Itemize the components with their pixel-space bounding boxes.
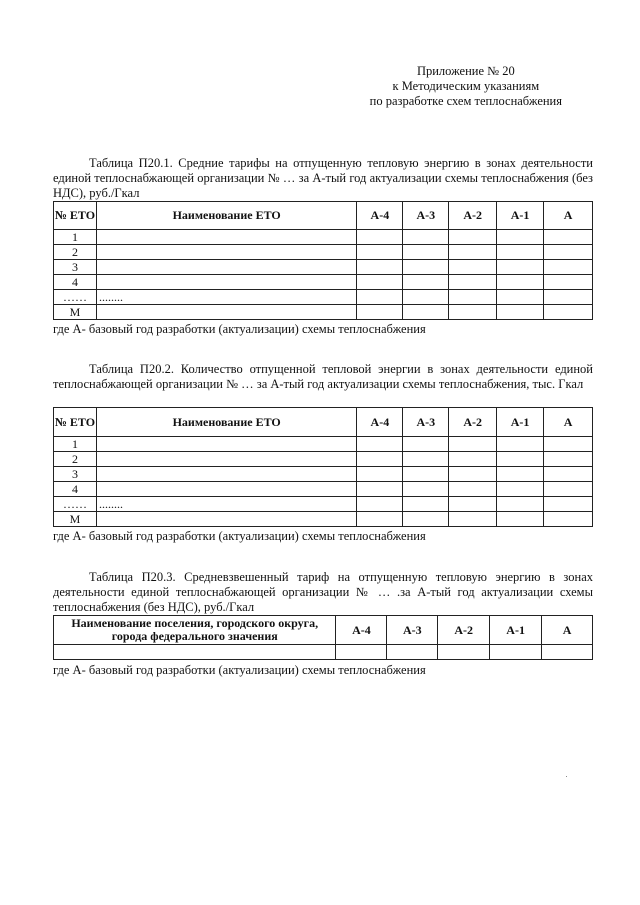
table3	[53, 615, 593, 660]
table3-caption-text: Таблица П20.3. Средневзвешенный тариф на отпущенную тепловую энергию в зонах деятельности единой теплоснабжающей организации № … .за А-тый год актуализации схемы теплоснабжения (без НДС), руб./Гкал	[53, 570, 593, 614]
table-row	[54, 230, 593, 245]
row-number: 3	[54, 260, 97, 275]
row-number: 3	[54, 467, 97, 482]
header-year-a: А	[542, 616, 593, 645]
row-name: ........	[96, 290, 356, 305]
header-year-a2: А-2	[449, 408, 497, 437]
table-row	[54, 452, 593, 467]
row-number: 2	[54, 245, 97, 260]
table2-caption-text: Таблица П20.2. Количество отпущенной тепловой энергии в зонах деятельности единой теплоснабжающей организации № … за А-тый год актуализации схемы теплоснабжения, тыс. Гкал	[53, 362, 593, 391]
table-row	[54, 260, 593, 275]
appendix-header	[370, 64, 562, 109]
row-name	[96, 512, 356, 527]
table1-caption-text: Таблица П20.1. Средние тарифы на отпущенную тепловую энергию в зонах деятельности единой теплоснабжающей организации № … за А-тый год актуализации схемы теплоснабжения (без НДС), руб./Гкал	[53, 156, 593, 200]
table-row	[54, 245, 593, 260]
row-name: ........	[96, 497, 356, 512]
table-row	[54, 645, 593, 660]
header-year-a: А	[544, 202, 593, 230]
row-name	[96, 467, 356, 482]
table1-caption	[53, 156, 593, 201]
appendix-subject: по разработке схем теплоснабжения	[369, 94, 562, 108]
header-year-a1: А-1	[490, 616, 542, 645]
header-year-a4: А-4	[336, 616, 387, 645]
row-number: 1	[54, 437, 97, 452]
table1-note: где А- базовый год разработки (актуализации) схемы теплоснабжения	[53, 322, 426, 336]
row-number: 2	[54, 452, 97, 467]
header-settlement-name: Наименование поселения, городского округа, города федерального значения	[54, 616, 336, 645]
row-number: 4	[54, 275, 97, 290]
table-row	[54, 512, 593, 527]
row-name	[96, 437, 356, 452]
row-name	[96, 305, 356, 320]
header-year-a3: А-3	[403, 202, 449, 230]
row-name	[96, 245, 356, 260]
header-year-a: А	[544, 408, 593, 437]
row-number: ……	[54, 497, 97, 512]
header-year-a4: А-4	[357, 202, 403, 230]
row-number: ……	[54, 290, 97, 305]
table-row	[54, 467, 593, 482]
table2	[53, 407, 593, 527]
table-row	[54, 482, 593, 497]
header-eto-name: Наименование ЕТО	[96, 408, 356, 437]
table2-caption	[53, 362, 593, 392]
row-name	[96, 482, 356, 497]
row-name	[96, 452, 356, 467]
header-year-a2: А-2	[438, 616, 490, 645]
row-number: 4	[54, 482, 97, 497]
header-year-a1: А-1	[497, 202, 544, 230]
appendix-reference: к Методическим указаниям	[392, 79, 540, 93]
header-year-a3: А-3	[403, 408, 449, 437]
table-row	[54, 275, 593, 290]
table3-caption	[53, 570, 593, 615]
table-row	[54, 437, 593, 452]
table1	[53, 201, 593, 320]
row-name	[96, 230, 356, 245]
header-year-a4: А-4	[357, 408, 403, 437]
header-year-a1: А-1	[497, 408, 544, 437]
table-row	[54, 290, 593, 305]
scan-speck	[566, 776, 567, 777]
row-number: М	[54, 305, 97, 320]
table2-note: где А- базовый год разработки (актуализации) схемы теплоснабжения	[53, 529, 426, 543]
appendix-number: Приложение № 20	[416, 64, 515, 78]
row-name	[96, 275, 356, 290]
table-row	[54, 497, 593, 512]
table3-note: где А- базовый год разработки (актуализации) схемы теплоснабжения	[53, 663, 426, 677]
row-number: 1	[54, 230, 97, 245]
header-year-a2: А-2	[449, 202, 497, 230]
row-name	[96, 260, 356, 275]
header-eto-number: № ЕТО	[54, 408, 97, 437]
table-row	[54, 305, 593, 320]
header-year-a3: А-3	[387, 616, 438, 645]
header-eto-number: № ЕТО	[54, 202, 97, 230]
row-number: М	[54, 512, 97, 527]
header-eto-name: Наименование ЕТО	[96, 202, 356, 230]
